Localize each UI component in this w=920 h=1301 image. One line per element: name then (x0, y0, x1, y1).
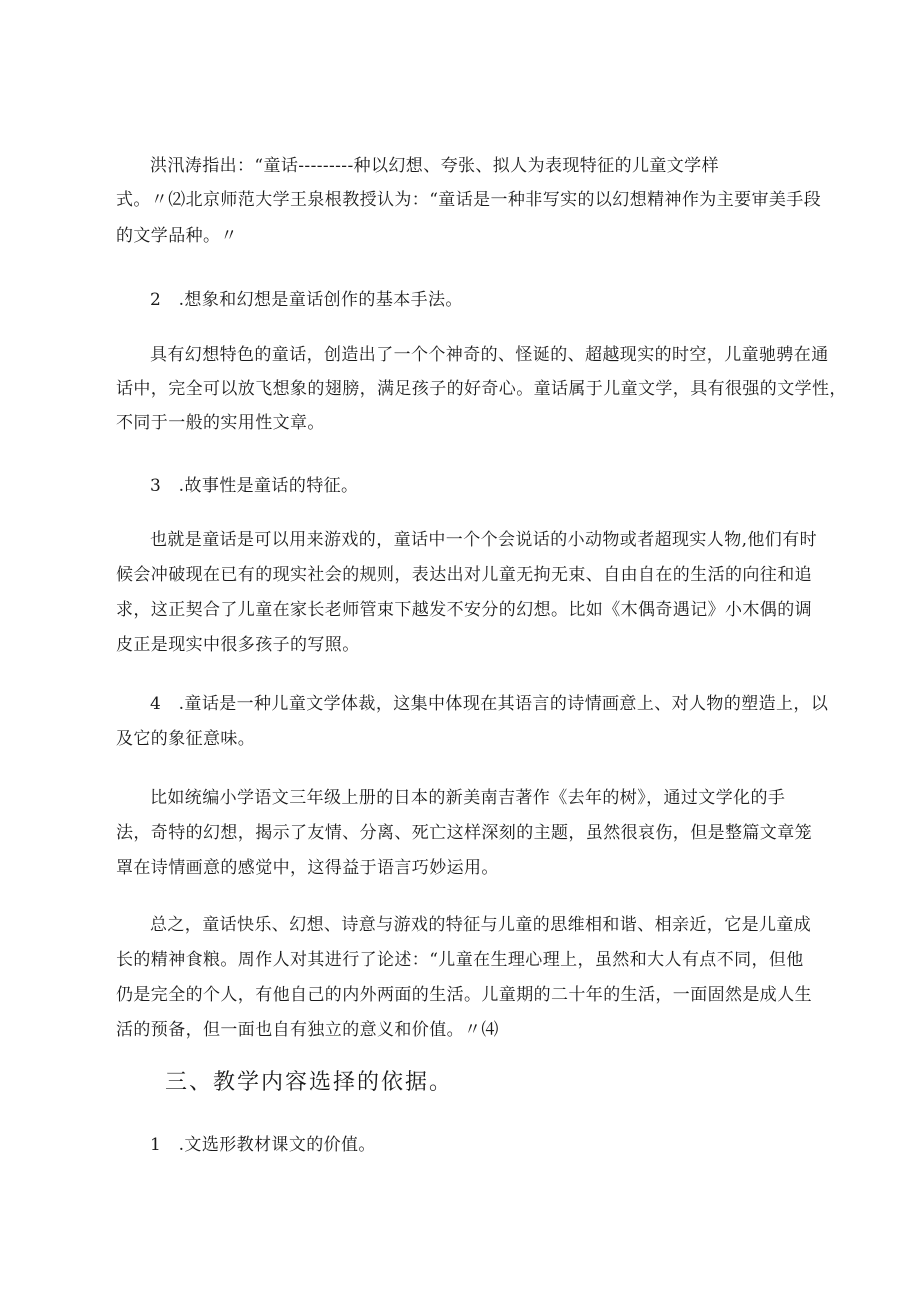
para3-line-4: 皮正是现实中很多孩子的写照。 (116, 635, 360, 655)
para4-line-1: 比如统编小学语文三年级上册的日本的新美南吉著作《去年的树》，通过文学化的手 (150, 788, 786, 808)
para5-line-1: 总之，童话快乐、幻想、诗意与游戏的特征与儿童的思维相和谐、相亲近，它是儿童成 (150, 915, 812, 935)
para2-line-3: 不同于一般的实用性文章。 (116, 413, 325, 433)
para5-line-4: 活的预备，但一面也自有独立的意义和价值。〃⑷ (116, 1020, 499, 1040)
list-item-3: 3 .故事性是童话的特征。 (150, 476, 359, 496)
para3-line-3: 求，这正契合了儿童在家长老师管束下越发不安分的幻想。比如《木偶奇遇记》小木偶的调 (116, 600, 812, 620)
para2-line-2: 话中，完全可以放飞想象的翅膀，满足孩子的好奇心。童话属于儿童文学，具有很强的文学性， (116, 379, 847, 399)
para3-line-2: 候会冲破现在已有的现实社会的规则，表达出对儿童无拘无束、自由自在的生活的向往和追 (116, 565, 812, 585)
para4-line-3: 罩在诗情画意的感觉中，这得益于语言巧妙运用。 (116, 858, 499, 878)
para2-line-1: 具有幻想特色的童话，创造出了一个个神奇的、怪诞的、超越现实的时空，儿童驰骋在通 (150, 345, 829, 365)
section-3-heading: 三、教学内容选择的依据。 (165, 1070, 454, 1095)
list-item-4-line-1: 4 .童话是一种儿童文学体裁，这集中体现在其语言的诗情画意上、对人物的塑造上，以 (150, 694, 829, 714)
para1-line-1: 洪汛涛指出：“童话---------种以幻想、夸张、拟人为表现特征的儿童文学样 (150, 156, 719, 176)
para5-line-2: 长的精神食粮。周作人对其进行了论述：“儿童在生理心理上，虽然和大人有点不同，但他 (116, 950, 804, 970)
para1-line-2: 式。〃⑵北京师范大学王泉根教授认为：“童话是一种非写实的以幻想精神作为主要审美手段 (116, 190, 822, 210)
subsection-1: 1 .文选形教材课文的价值。 (150, 1135, 376, 1155)
para3-line-1: 也就是童话是可以用来游戏的，童话中一个个会说话的小动物或者超现实人物,他们有时 (150, 530, 818, 550)
para5-line-3: 仍是完全的个人，有他自己的内外两面的生活。儿童期的二十年的生活，一面固然是成人生 (116, 985, 812, 1005)
list-item-4-line-2: 及它的象征意味。 (116, 729, 256, 749)
para1-line-3: 的文学品种。〃 (116, 226, 238, 246)
list-item-2: 2 .想象和幻想是童话创作的基本手法。 (150, 290, 463, 310)
para4-line-2: 法，奇特的幻想，揭示了友情、分离、死亡这样深刻的主题，虽然很哀伤，但是整篇文章笼 (116, 823, 812, 843)
